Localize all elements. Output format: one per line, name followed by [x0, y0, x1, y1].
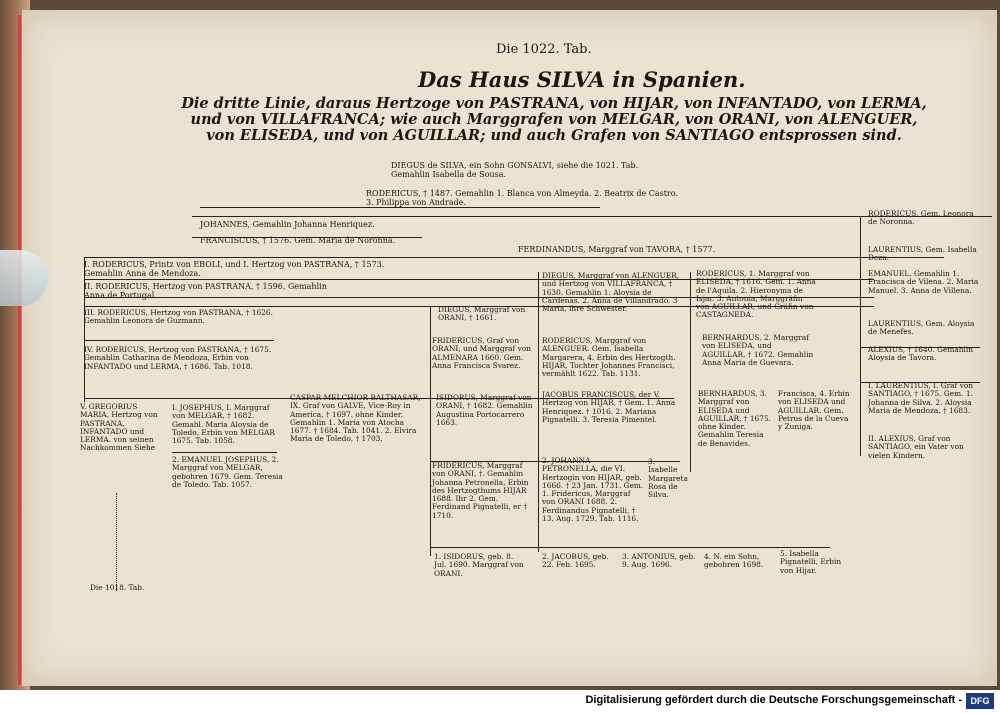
entry-rodericus-1: I. RODERICUS, Printz von EBOLI, und I. Hertzog von PASTRANA, † 1573. Gemahlin Anna de Mendoza.	[84, 260, 385, 278]
entry-rodericus-noronna: RODERICUS, Gem. Leonora de Noronna.	[868, 209, 974, 227]
entry-caspar: CASPAR MELCHIOR BALTHASAR, IX. Graf von GALVE, Vice-Roy in America, † 1697. ohne Kinder. Gemahlin 1. Maria von Atocha 1677. † 1684. Tab. 1041. 2. Elvira Maria de Toledo, † 1703.	[290, 393, 421, 444]
entry-n-sohn: 4. N. ein Sohn, gebohren 1698.	[704, 552, 764, 570]
book-page	[22, 10, 997, 686]
entry-alexius-2: II. ALEXIUS, Graf von SANTIAGO, ein Vater von vielen Kindern.	[868, 434, 964, 460]
credit-text: Digitalisierung gefördert durch die Deutsche Forschungsgemeinschaft -	[585, 694, 962, 706]
line	[690, 272, 691, 472]
entry-jacobus: 2. JACOBUS, geb. 22. Feb. 1695.	[542, 552, 609, 570]
entry-diegus-alenguer: DIEGUS, Marggraf von ALENGUER, und Hertzog von VILLAFRANCA, † 1630. Gemahlin 1. Aloysia de Cardenas. 2. Anna de Villandrado. 3 Maria, ihre Schwester.	[542, 271, 680, 314]
entry-isidorus-2: 1. ISIDORUS, geb. 8. Jul. 1690. Marggraf von ORANI.	[434, 552, 524, 578]
entry-rodericus-eliseda: RODERICUS, 1. Marggraf von ELISEDA, † 1616. Gem. 1. Anna de l'Aquila. 2. Hieronyma de Isjar. 3. Antonia, Marggräfin von AGUILLAR, und Gräfin von CASTAGNEDA.	[696, 269, 816, 320]
entry-fridericus-2: FRIDERICUS, Marggraf von ORANI, †. Gemahlin Johanna Petronella, Erbin des Hertzogthums HIJAR 1688. Ihr 2. Gem. Ferdinand Pignatelli, er † 1710.	[432, 461, 529, 520]
line	[84, 340, 274, 341]
page-subtitle: Die dritte Linie, daraus Hertzoge von PASTRANA, von HIJAR, von INFANTADO, von LERMA, und von VILLAFRANCA; wie auch Marggrafen von MELGAR, von ORANI, von ALENGUER, von ELISEDA, und von AGUILLAR; und auch Grafen von SANTIAGO entsprossen sind.	[181, 95, 927, 145]
entry-laurentius-1: LAURENTIUS, Gem. Isabella Deza.	[868, 245, 977, 263]
entry-johannes: JOHANNES, Gemahlin Johanna Henriquez.	[200, 220, 375, 229]
entry-bernhardus-3: BERNHARDUS, 3. Marggraf von ELISEDA und AGUILLAR, † 1675. ohne Kinder. Gemahlin Teresia de Benavides.	[698, 389, 772, 448]
entry-gregorius: V. GREGORIUS MARIA, Hertzog von PASTRANA, INFANTADO und LERMA. von seinen Nachkommen Siehe	[80, 402, 158, 453]
entry-isidorus-1: ISIDORUS, Marggraf von ORANI, † 1682. Gemahlin Augustina Portocarrero 1663.	[436, 393, 533, 427]
entry-diegus: DIEGUS de SILVA, ein Sohn GONSALVI, siehe die 1021. Tab. Gemahlin Isabella de Sousa.	[391, 161, 639, 179]
entry-bernhardus-2: BERNHARDUS, 2. Marggraf von ELISEDA, und AGUILLAR, † 1672. Gemahlin Anna Maria de Guevara.	[702, 333, 814, 367]
entry-antonius: 3. ANTONIUS, geb. 9. Aug. 1696.	[622, 552, 696, 570]
entry-emanuel-josephus: 2. EMANUEL JOSEPHUS, 2. Marggraf von MELGAR, gebohren 1679. Gem. Teresia de Toledo. Tab. 1057.	[172, 455, 283, 489]
table-number: Die 1022. Tab.	[496, 42, 592, 57]
entry-isabella-pignatelli: 5. Isabella Pignatelli, Erbin von Hijar.	[780, 549, 842, 575]
entry-johanna: 2. JOHANNA PETRONELLA, die VI. Hertzogin von HIJAR, geb. 1666. † 23 Jan. 1731. Gem. 1. Fridericus, Marggraf von ORANI 1688. 2. Ferdinandus Pignatelli, † 13. Aug. 1729. Tab. 1116.	[542, 456, 644, 523]
line	[84, 257, 944, 258]
entry-francisca: Francisca, 4. Erbin von ELISEDA und AGUILLAR. Gem. Petrus de la Cueva y Zuniga.	[778, 389, 850, 432]
page-edge-marker	[18, 15, 21, 685]
entry-rodericus-3: III. RODERICUS, Hertzog von PASTRANA, † 1626. Gemahlin Leonora de Guzmann.	[84, 308, 273, 326]
line	[172, 452, 277, 453]
entry-jacobus-franciscus: JACOBUS FRANCISCUS, der V. Hertzog von HIJAR, † Gem. 1. Anna Henriquez. † 1016. 2. Mariana Pignatelli. 3. Teresia Pimentel.	[542, 390, 676, 424]
entry-rodericus-2: II. RODERICUS, Hertzog von PASTRANA, † 1596. Gemahlin Anna de Portugal.	[84, 282, 327, 300]
entry-laurentius-2: LAURENTIUS, Gem. Aloysia de Menefes.	[868, 319, 975, 337]
dfg-logo: DFG	[966, 693, 994, 709]
line	[430, 547, 830, 548]
entry-fridericus-1: FRIDERICUS, Graf von ORANI, und Marggraf von ALMENARA 1660. Gem. Anna Francisca Svarez.	[432, 336, 532, 370]
line	[430, 306, 431, 556]
page-title: Das Haus SILVA in Spanien.	[418, 67, 746, 92]
entry-josephus: I. JOSEPHUS, I. Marggraf von MELGAR, † 1682. Gemahl. Maria Aloysia de Toledo, Erbin von MELGAR 1675. Tab. 1058.	[172, 403, 275, 446]
credit-strip	[0, 690, 1000, 713]
entry-rodericus-root: RODERICUS, † 1487. Gemahlin 1. Blanca von Almeyda. 2. Beatrix de Castro. 3. Philippa von Andrade.	[366, 189, 678, 207]
entry-see-1018: Die 1018. Tab.	[90, 583, 145, 592]
entry-diegus-orani: DIEGUS, Marggraf von ORANI, † 1661.	[438, 305, 526, 323]
entry-franciscus: FRANCISCUS, † 1576. Gem. Maria de Noronna.	[200, 236, 396, 245]
entry-rodericus-4: IV. RODERICUS, Hertzog von PASTRANA, † 1675. Gemahlin Catharina de Mendoza, Erbin von INFANTADO und LERMA, † 1686. Tab. 1018.	[84, 345, 272, 371]
entry-isabelle: 3. Isabelle Margareta Rosa de Silva.	[648, 457, 688, 500]
dotted-line	[116, 493, 118, 591]
entry-rodericus-alenguer: RODERICUS, Marggraf von ALENGUER. Gem. Isabella Margarera, 4. Erbin des Hertzogth. HIJAR, Tochter Johannes Francisci, vermählt 1622. Tab. 1131.	[542, 336, 676, 379]
entry-ferdinandus: FERDINANDUS, Marggraf von TAVORA, † 1577.	[518, 245, 716, 254]
line	[860, 216, 861, 456]
entry-laurentius-3: I. LAURENTIUS, I. Graf von SANTIAGO, † 1675. Gem. 1. Johanna de Silva. 2. Aloysia Maria de Mendoza, † 1683.	[868, 381, 974, 415]
entry-emanuel-vilena: EMANUEL, Gemahlin 1. Francisca de Vilena. 2. Maria Manuel. 3. Anna de Villena.	[868, 269, 979, 295]
line	[538, 272, 539, 552]
entry-alexius-1: ALEXIUS, † 1640. Gemahlin Aloysia de Tavora.	[868, 345, 974, 363]
